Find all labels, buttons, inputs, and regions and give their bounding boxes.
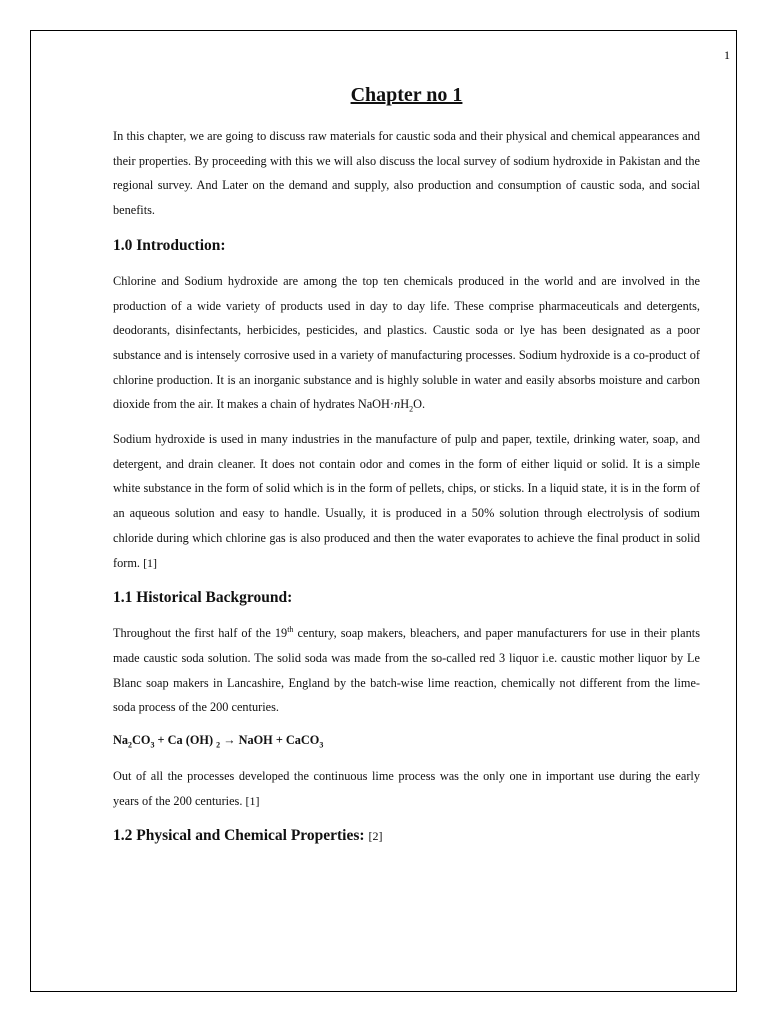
section-heading-properties [113, 825, 700, 847]
equation-ca-subscript: 2 [216, 740, 221, 750]
introduction-paragraph-1-text: Chlorine and Sodium hydroxide are among the top ten chemicals produced in the world and are involved in the production of a wide variety of products used in day to day life. These comprise pharmaceuticals and detergents, deodorants, disinfectants, herbicides, pesticides, and plastics. Caustic soda or lye has been designated as a poor substance and is intensely corrosive used in a variety of manufacturing processes. Sodium hydroxide is a co-product of chlorine production. It is an inorganic substance and is highly soluble in water and easily absorbs moisture and carbon dioxide from the air. It makes a chain of hydrates NaOH· [113, 273, 700, 412]
equation-products: → NaOH + CaCO [220, 733, 320, 748]
equation-na: Na [113, 733, 129, 748]
hydrate-h: H [400, 397, 410, 412]
intro-paragraph: In this chapter, we are going to discuss raw materials for caustic soda and their physical and chemical appearances and their properties. By proceeding with this we will also discuss the local survey of sodium hydroxide in Pakistan and the regional survey. And Later on the demand and supply, also production and consumption of caustic soda, and social benefits. [113, 129, 700, 218]
chemical-equation [113, 730, 700, 750]
chapter-title: Chapter no 1 [350, 84, 463, 106]
document-body [113, 80, 700, 859]
equation-co-subscript: 3 [150, 740, 155, 750]
historical-paragraph-2 [113, 764, 700, 813]
introduction-paragraph-1 [113, 269, 700, 417]
introduction-paragraph-2 [113, 427, 700, 575]
equation-caco-subscript: 3 [319, 740, 324, 750]
hydrate-o: O. [413, 397, 426, 412]
century-superscript: th [287, 625, 294, 635]
page-number: 1 [724, 48, 730, 62]
historical-paragraph-1-start: Throughout the first half of the 19 [113, 626, 288, 641]
hydrate-n: n [394, 397, 401, 412]
citation-ref-1: [1] [143, 555, 158, 570]
section-heading-historical-background: 1.1 Historical Background: [113, 589, 293, 607]
properties-heading-text: 1.2 Physical and Chemical Properties: [113, 827, 365, 845]
introduction-paragraph-2-text: Sodium hydroxide is used in many industries in the manufacture of pulp and paper, textile, drinking water, soap, and detergent, and drain cleaner. It does not contain odor and comes in the form of either liquid or solid. It is a simple white substance in the form of solid which is in the form of pellets, chips, or sticks. In a liquid state, it is in the form of an aqueous solution and easy to handle. Usually, it is produced in a 50% solution through electrolysis of sodium chloride during which chlorine gas is also produced and then the water evaporates to achieve the final product in solid form. [113, 432, 700, 570]
equation-ca: + Ca (OH) [154, 733, 217, 748]
historical-paragraph-1 [113, 621, 700, 720]
equation-co: CO [132, 733, 151, 748]
equation-na-subscript: 2 [128, 740, 133, 750]
section-heading-introduction: 1.0 Introduction: [113, 236, 226, 254]
citation-ref-2: [2] [368, 829, 383, 844]
historical-paragraph-2-text: Out of all the processes developed the continuous lime process was the only one in important use during the early years of the 200 centuries. [113, 769, 700, 808]
historical-paragraph-1-rest: century, soap makers, bleachers, and paper manufacturers for use in their plants made caustic soda solution. The solid soda was made from the so-called red 3 liquor i.e. caustic mother liquor by Le Blanc soap makers in Lancashire, England by the batch-wise lime reaction, chemically not different from the lime-soda process of the 200 centuries. [113, 626, 700, 715]
citation-ref-1b: [1] [245, 793, 260, 808]
hydrate-h-subscript: 2 [409, 404, 414, 414]
